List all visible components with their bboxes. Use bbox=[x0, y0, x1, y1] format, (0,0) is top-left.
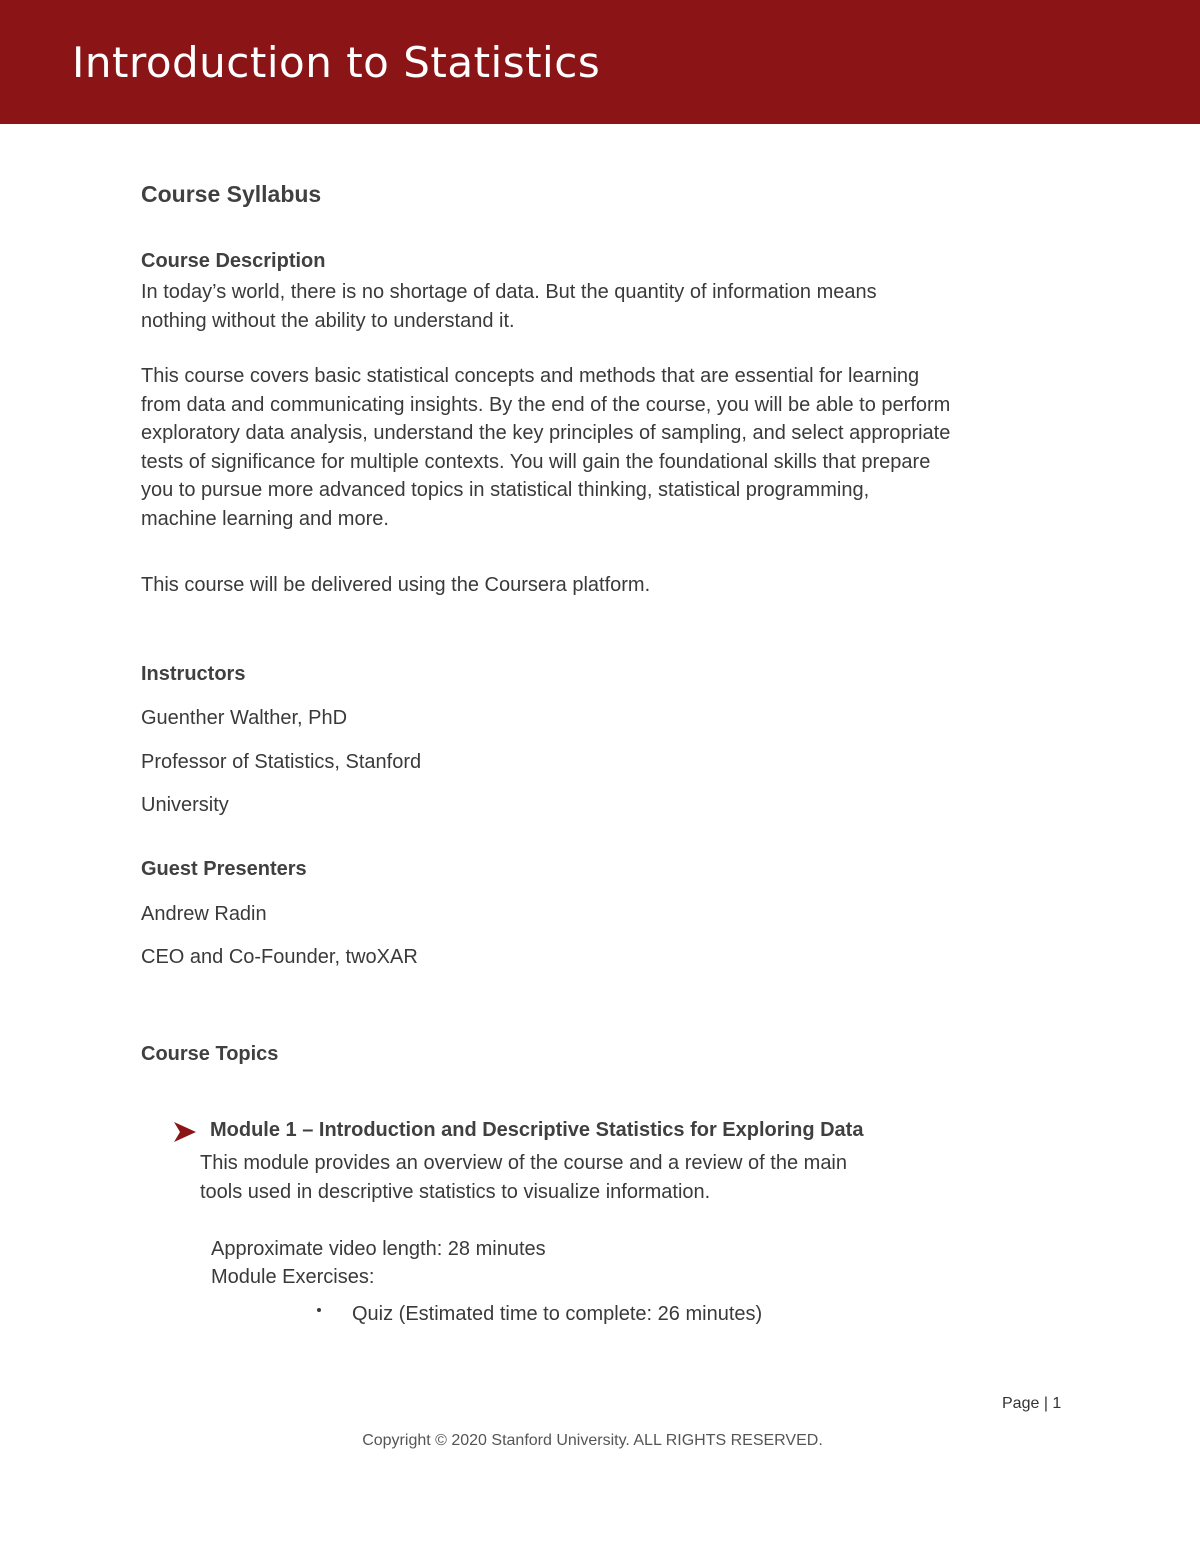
copyright-notice: Copyright © 2020 Stanford University. ALL RIGHTS RESERVED. bbox=[362, 1432, 823, 1449]
module-1-video-length: Approximate video length: 28 minutes bbox=[211, 1238, 546, 1260]
module-1-exercise-item: Quiz (Estimated time to complete: 26 minutes) bbox=[352, 1303, 763, 1325]
arrow-bullet-icon bbox=[174, 1122, 196, 1142]
course-description-heading: Course Description bbox=[141, 250, 326, 272]
guest-name: Andrew Radin bbox=[141, 903, 267, 925]
guest-presenters-heading: Guest Presenters bbox=[141, 858, 307, 880]
paragraph-line: This module provides an overview of the course and a review of the main bbox=[200, 1152, 848, 1174]
paragraph-line: This course covers basic statistical concepts and methods that are essential for learning bbox=[141, 365, 920, 387]
paragraph-line: from data and communicating insights. By the end of the course, you will be able to perform bbox=[141, 393, 951, 416]
course-topics-heading: Course Topics bbox=[141, 1043, 279, 1065]
paragraph-line: you to pursue more advanced topics in statistical thinking, statistical programming, bbox=[141, 479, 870, 501]
guest-title: CEO and Co-Founder, twoXAR bbox=[141, 946, 418, 968]
instructor-title-line-2: University bbox=[141, 794, 229, 816]
paragraph-line: nothing without the ability to understand it. bbox=[141, 309, 515, 332]
instructor-title-line-1: Professor of Statistics, Stanford bbox=[141, 751, 422, 773]
paragraph-line: tests of significance for multiple contexts. You will gain the foundational skills that prepare bbox=[141, 450, 931, 473]
paragraph-line: In today’s world, there is no shortage of data. But the quantity of information means bbox=[141, 281, 877, 303]
paragraph-line: exploratory data analysis, understand the key principles of sampling, and select appropriate bbox=[141, 422, 951, 444]
page-number: Page | 1 bbox=[1002, 1395, 1062, 1412]
document-title: Introduction to Statistics bbox=[72, 38, 601, 87]
module-1-description bbox=[200, 1149, 960, 1206]
paragraph-line: machine learning and more. bbox=[141, 507, 389, 530]
platform-note: This course will be delivered using the Coursera platform. bbox=[141, 574, 651, 596]
instructors-heading: Instructors bbox=[141, 663, 246, 685]
module-1-title: Module 1 – Introduction and Descriptive Statistics for Exploring Data bbox=[210, 1119, 864, 1141]
instructor-name: Guenther Walther, PhD bbox=[141, 707, 348, 729]
module-1-exercises-label: Module Exercises: bbox=[211, 1266, 375, 1288]
syllabus-heading: Course Syllabus bbox=[141, 181, 322, 207]
paragraph-line: tools used in descriptive statistics to visualize information. bbox=[200, 1180, 711, 1203]
course-description-paragraph-1 bbox=[141, 278, 1061, 335]
course-description-paragraph-2 bbox=[141, 362, 1061, 533]
bullet-dot-icon bbox=[317, 1308, 321, 1312]
